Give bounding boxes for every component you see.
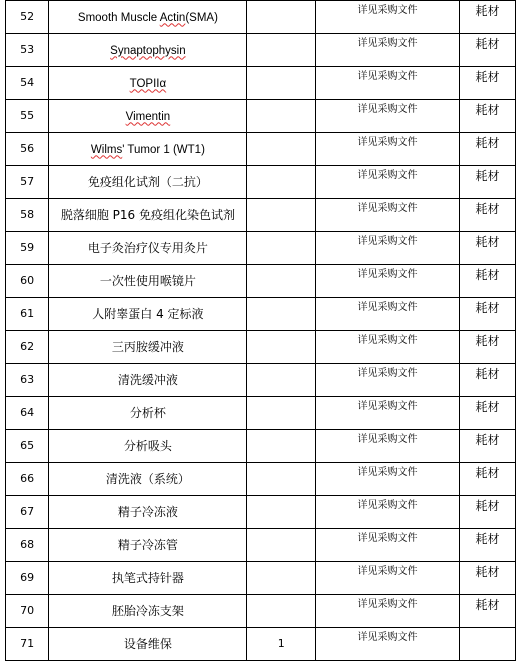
note-cell: 详见采购文件 [316, 67, 460, 100]
item-name-cell [49, 1, 247, 34]
item-name-cell [49, 628, 247, 661]
row-number-cell: 71 [6, 628, 49, 661]
quantity-cell [247, 1, 316, 34]
item-name-text: 胚胎冷冻支架 [111, 604, 184, 618]
category-cell: 耗材 [459, 199, 515, 232]
row-number-cell: 67 [6, 496, 49, 529]
item-name-text: 三丙胺缓冲液 [111, 340, 184, 354]
category-cell: 耗材 [459, 232, 515, 265]
row-number-cell: 65 [6, 430, 49, 463]
note-cell: 详见采购文件 [316, 265, 460, 298]
item-name-cell [49, 430, 247, 463]
item-name-cell [49, 232, 247, 265]
row-number-cell: 61 [6, 298, 49, 331]
category-cell: 耗材 [459, 34, 515, 67]
quantity-cell [247, 463, 316, 496]
row-number-cell: 66 [6, 463, 49, 496]
item-name-cell [49, 265, 247, 298]
category-cell: 耗材 [459, 265, 515, 298]
row-number-cell: 69 [6, 562, 49, 595]
category-cell: 耗材 [459, 1, 515, 34]
category-cell: 耗材 [459, 529, 515, 562]
quantity-cell [247, 100, 316, 133]
note-cell: 详见采购文件 [316, 397, 460, 430]
category-cell: 耗材 [459, 100, 515, 133]
procurement-table-body [6, 1, 516, 661]
table-row [6, 298, 516, 331]
table-row [6, 628, 516, 661]
category-cell: 耗材 [459, 496, 515, 529]
note-cell: 详见采购文件 [316, 496, 460, 529]
category-cell [459, 628, 515, 661]
row-number-cell: 54 [6, 67, 49, 100]
item-name-cell [49, 199, 247, 232]
table-row [6, 595, 516, 628]
item-name-text: TOPIIα [129, 77, 167, 90]
category-cell: 耗材 [459, 331, 515, 364]
category-cell: 耗材 [459, 397, 515, 430]
quantity-cell [247, 67, 316, 100]
table-row [6, 562, 516, 595]
item-name-text: 设备维保 [123, 637, 172, 651]
item-name-text: 清洗液（系统） [105, 472, 190, 486]
item-name-text: 人附睾蛋白 4 定标液 [92, 307, 204, 321]
row-number-cell: 70 [6, 595, 49, 628]
quantity-cell [247, 529, 316, 562]
quantity-cell [247, 562, 316, 595]
category-cell: 耗材 [459, 67, 515, 100]
row-number-cell: 53 [6, 34, 49, 67]
item-name-text: 分析吸头 [123, 439, 172, 453]
quantity-cell [247, 430, 316, 463]
quantity-cell [247, 298, 316, 331]
row-number-cell: 55 [6, 100, 49, 133]
table-row [6, 67, 516, 100]
quantity-cell [247, 34, 316, 67]
quantity-cell [247, 595, 316, 628]
row-number-cell: 64 [6, 397, 49, 430]
item-name-text: 电子灸治疗仪专用灸片 [87, 241, 208, 255]
item-name-cell [49, 34, 247, 67]
quantity-cell [247, 397, 316, 430]
item-name-text: 精子冷冻液 [117, 505, 178, 519]
item-name-cell [49, 463, 247, 496]
item-name-cell [49, 133, 247, 166]
item-name-text: Synaptophysin [110, 44, 186, 57]
row-number-cell: 56 [6, 133, 49, 166]
table-row [6, 430, 516, 463]
table-row [6, 100, 516, 133]
table-row [6, 34, 516, 67]
item-name-cell [49, 496, 247, 529]
note-cell: 详见采购文件 [316, 34, 460, 67]
row-number-cell: 63 [6, 364, 49, 397]
row-number-cell: 62 [6, 331, 49, 364]
quantity-cell [247, 265, 316, 298]
category-cell: 耗材 [459, 364, 515, 397]
table-row [6, 166, 516, 199]
category-cell: 耗材 [459, 166, 515, 199]
row-number-cell: 57 [6, 166, 49, 199]
row-number-cell: 59 [6, 232, 49, 265]
item-name-text: Smooth Muscle Actin(SMA) [77, 11, 218, 24]
table-row [6, 331, 516, 364]
item-name-text: 清洗缓冲液 [117, 373, 178, 387]
note-cell: 详见采购文件 [316, 232, 460, 265]
quantity-cell [247, 166, 316, 199]
item-name-cell [49, 595, 247, 628]
note-cell: 详见采购文件 [316, 199, 460, 232]
item-name-text: 脱落细胞 P16 免疫组化染色试剂 [60, 208, 235, 222]
row-number-cell: 68 [6, 529, 49, 562]
note-cell: 详见采购文件 [316, 298, 460, 331]
table-row [6, 232, 516, 265]
procurement-table [5, 0, 516, 661]
category-cell: 耗材 [459, 562, 515, 595]
item-name-text: Vimentin [125, 110, 171, 123]
note-cell: 详见采购文件 [316, 463, 460, 496]
quantity-cell [247, 199, 316, 232]
item-name-cell [49, 298, 247, 331]
quantity-cell [247, 496, 316, 529]
item-name-cell [49, 562, 247, 595]
row-number-cell: 58 [6, 199, 49, 232]
item-name-text: 分析杯 [129, 406, 166, 420]
category-cell: 耗材 [459, 595, 515, 628]
note-cell: 详见采购文件 [316, 595, 460, 628]
table-row [6, 265, 516, 298]
quantity-cell [247, 232, 316, 265]
item-name-text: Wilms' Tumor 1 (WT1) [90, 143, 205, 156]
table-row [6, 199, 516, 232]
note-cell: 详见采购文件 [316, 562, 460, 595]
item-name-cell [49, 67, 247, 100]
quantity-cell [247, 331, 316, 364]
note-cell: 详见采购文件 [316, 364, 460, 397]
row-number-cell: 60 [6, 265, 49, 298]
note-cell: 详见采购文件 [316, 100, 460, 133]
item-name-cell [49, 397, 247, 430]
item-name-cell [49, 529, 247, 562]
note-cell: 详见采购文件 [316, 430, 460, 463]
row-number-cell: 52 [6, 1, 49, 34]
note-cell: 详见采购文件 [316, 628, 460, 661]
quantity-cell [247, 133, 316, 166]
item-name-cell [49, 100, 247, 133]
item-name-cell [49, 364, 247, 397]
category-cell: 耗材 [459, 463, 515, 496]
note-cell: 详见采购文件 [316, 529, 460, 562]
table-row [6, 133, 516, 166]
item-name-cell [49, 331, 247, 364]
table-row [6, 529, 516, 562]
table-row [6, 496, 516, 529]
note-cell: 详见采购文件 [316, 331, 460, 364]
table-row [6, 364, 516, 397]
item-name-cell [49, 166, 247, 199]
table-row [6, 397, 516, 430]
note-cell: 详见采购文件 [316, 1, 460, 34]
category-cell: 耗材 [459, 430, 515, 463]
item-name-text: 免疫组化试剂（二抗） [87, 175, 208, 189]
quantity-cell [247, 364, 316, 397]
category-cell: 耗材 [459, 298, 515, 331]
table-row [6, 1, 516, 34]
note-cell: 详见采购文件 [316, 166, 460, 199]
item-name-text: 执笔式持针器 [111, 571, 184, 585]
note-cell: 详见采购文件 [316, 133, 460, 166]
quantity-cell: 1 [247, 628, 316, 661]
item-name-text: 精子冷冻管 [117, 538, 178, 552]
item-name-text: 一次性使用喉镜片 [99, 274, 196, 288]
category-cell: 耗材 [459, 133, 515, 166]
table-row [6, 463, 516, 496]
